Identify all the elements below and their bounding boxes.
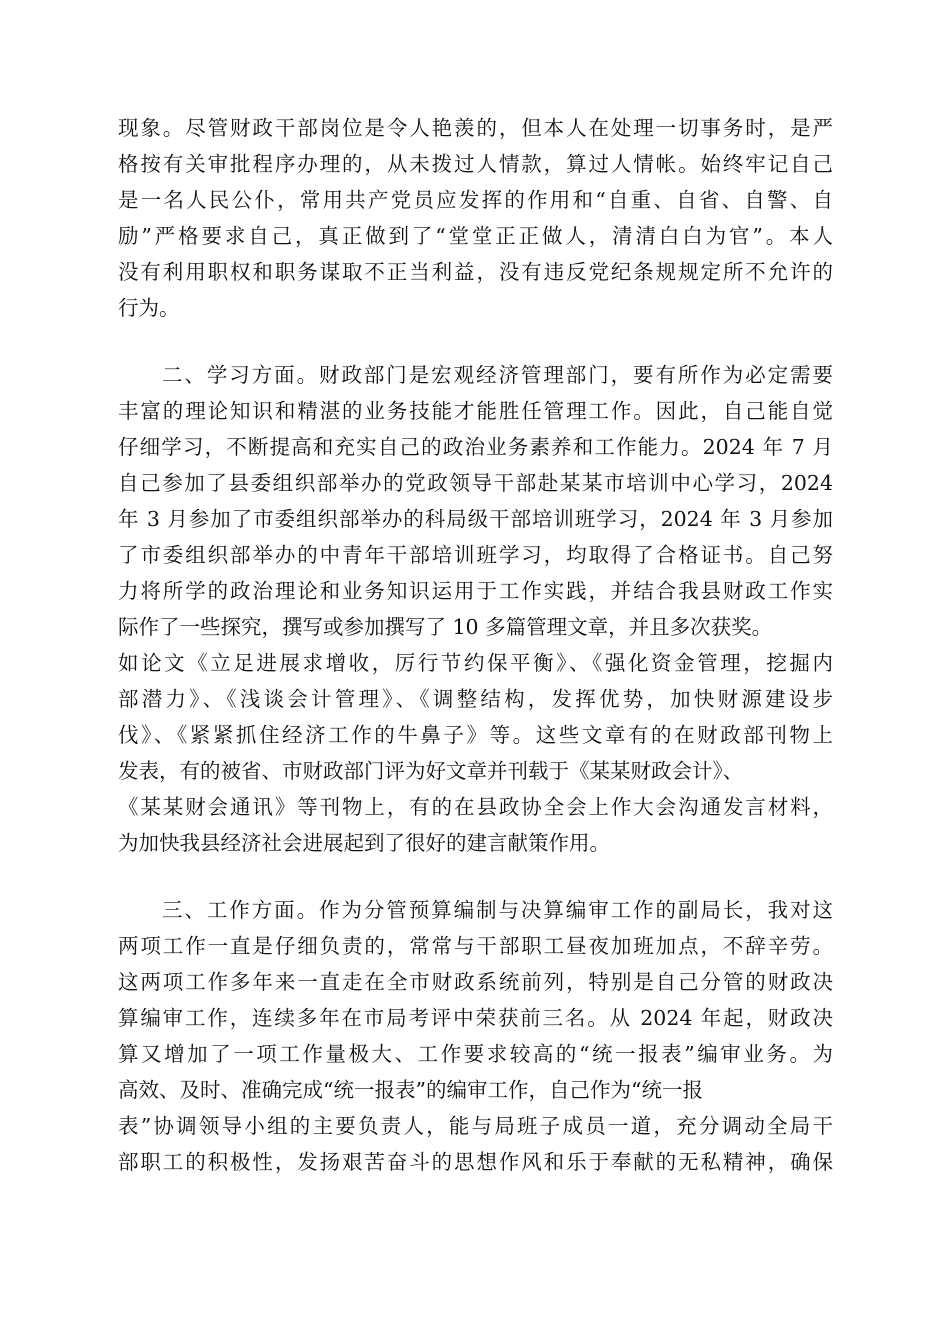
paragraph-2-line-13: 《某某财会通讯》等刊物上，有的在县政协全会上作大会沟通发言材料， bbox=[118, 795, 833, 819]
paragraph-2-line-11: 伐》、《紧紧抓住经济工作的牛鼻子》等。这些文章有的在财政部刊物上 bbox=[118, 723, 833, 747]
paragraph-2-line-2: 丰富的理论知识和精湛的业务技能才能胜任管理工作。因此，自己能自觉 bbox=[118, 399, 833, 423]
paragraph-2-line-8: 际作了一些探究，撰写或参加撰写了 10 多篇管理文章，并且多次获奖。 bbox=[118, 615, 773, 639]
paragraph-1-line-3: 是一名人民公仆，常用共产党员应发挥的作用和“自重、自省、自警、自 bbox=[118, 188, 833, 212]
paragraph-1-line-2: 格按有关审批程序办理的，从未拨过人情款，算过人情帐。始终牢记自己 bbox=[118, 152, 833, 176]
paragraph-1-line-4: 励”严格要求自己，真正做到了“堂堂正正做人，清清白白为官”。本人 bbox=[118, 224, 833, 248]
paragraph-1-line-5: 没有利用职权和职务谋取不正当利益，没有违反党纪条规规定所不允许的 bbox=[118, 260, 833, 284]
paragraph-2-line-14: 为加快我县经济社会进展起到了很好的建言献策作用。 bbox=[118, 831, 610, 855]
paragraph-1-line-6: 行为。 bbox=[118, 296, 180, 320]
paragraph-3-line-5: 算又增加了一项工作量极大、工作要求较高的“统一报表”编审业务。为 bbox=[118, 1042, 833, 1066]
paragraph-2-line-5: 年 3 月参加了市委组织部举办的科局级干部培训班学习，2024 年 3 月参加 bbox=[118, 507, 833, 531]
paragraph-3-line-3: 这两项工作多年来一直走在全市财政系统前列，特别是自己分管的财政决 bbox=[118, 970, 833, 994]
paragraph-2-line-4: 自己参加了县委组织部举办的党政领导干部赴某某市培训中心学习，2024 bbox=[118, 471, 833, 495]
paragraph-2-line-7: 力将所学的政治理论和业务知识运用于工作实践，并结合我县财政工作实 bbox=[118, 579, 833, 603]
paragraph-3-line-2: 两项工作一直是仔细负责的，常常与干部职工昼夜加班加点，不辞辛劳。 bbox=[118, 934, 833, 958]
paragraph-3-line-1: 三、工作方面。作为分管预算编制与决算编审工作的副局长，我对这 bbox=[162, 898, 833, 922]
paragraph-2-line-3: 仔细学习，不断提高和充实自己的政治业务素养和工作能力。2024 年 7 月 bbox=[118, 435, 833, 459]
paragraph-2-line-10: 部潜力》、《浅谈会计管理》、《调整结构，发挥优势，加快财源建设步 bbox=[118, 687, 833, 711]
paragraph-3-line-7: 表”协调领导小组的主要负责人，能与局班子成员一道，充分调动全局干 bbox=[118, 1114, 833, 1138]
paragraph-3-line-6: 高效、及时、准确完成“统一报表”的编审工作，自己作为“统一报 bbox=[118, 1078, 703, 1102]
paragraph-1-line-1: 现象。尽管财政干部岗位是令人艳羡的，但本人在处理一切事务时，是严 bbox=[118, 116, 833, 140]
paragraph-3-line-4: 算编审工作，连续多年在市局考评中荣获前三名。从 2024 年起，财政决 bbox=[118, 1006, 833, 1030]
paragraph-2-line-12: 发表，有的被省、市财政部门评为好文章并刊载于《某某财政会计》、 bbox=[118, 759, 744, 783]
paragraph-2-line-6: 了市委组织部举办的中青年干部培训班学习，均取得了合格证书。自己努 bbox=[118, 543, 833, 567]
paragraph-2-line-9: 如论文《立足进展求增收，厉行节约保平衡》、《强化资金管理，挖掘内 bbox=[118, 651, 833, 675]
paragraph-2-line-1: 二、学习方面。财政部门是宏观经济管理部门，要有所作为必定需要 bbox=[162, 363, 833, 387]
paragraph-3-line-8: 部职工的积极性，发扬艰苦奋斗的思想作风和乐于奉献的无私精神，确保 bbox=[118, 1150, 833, 1174]
